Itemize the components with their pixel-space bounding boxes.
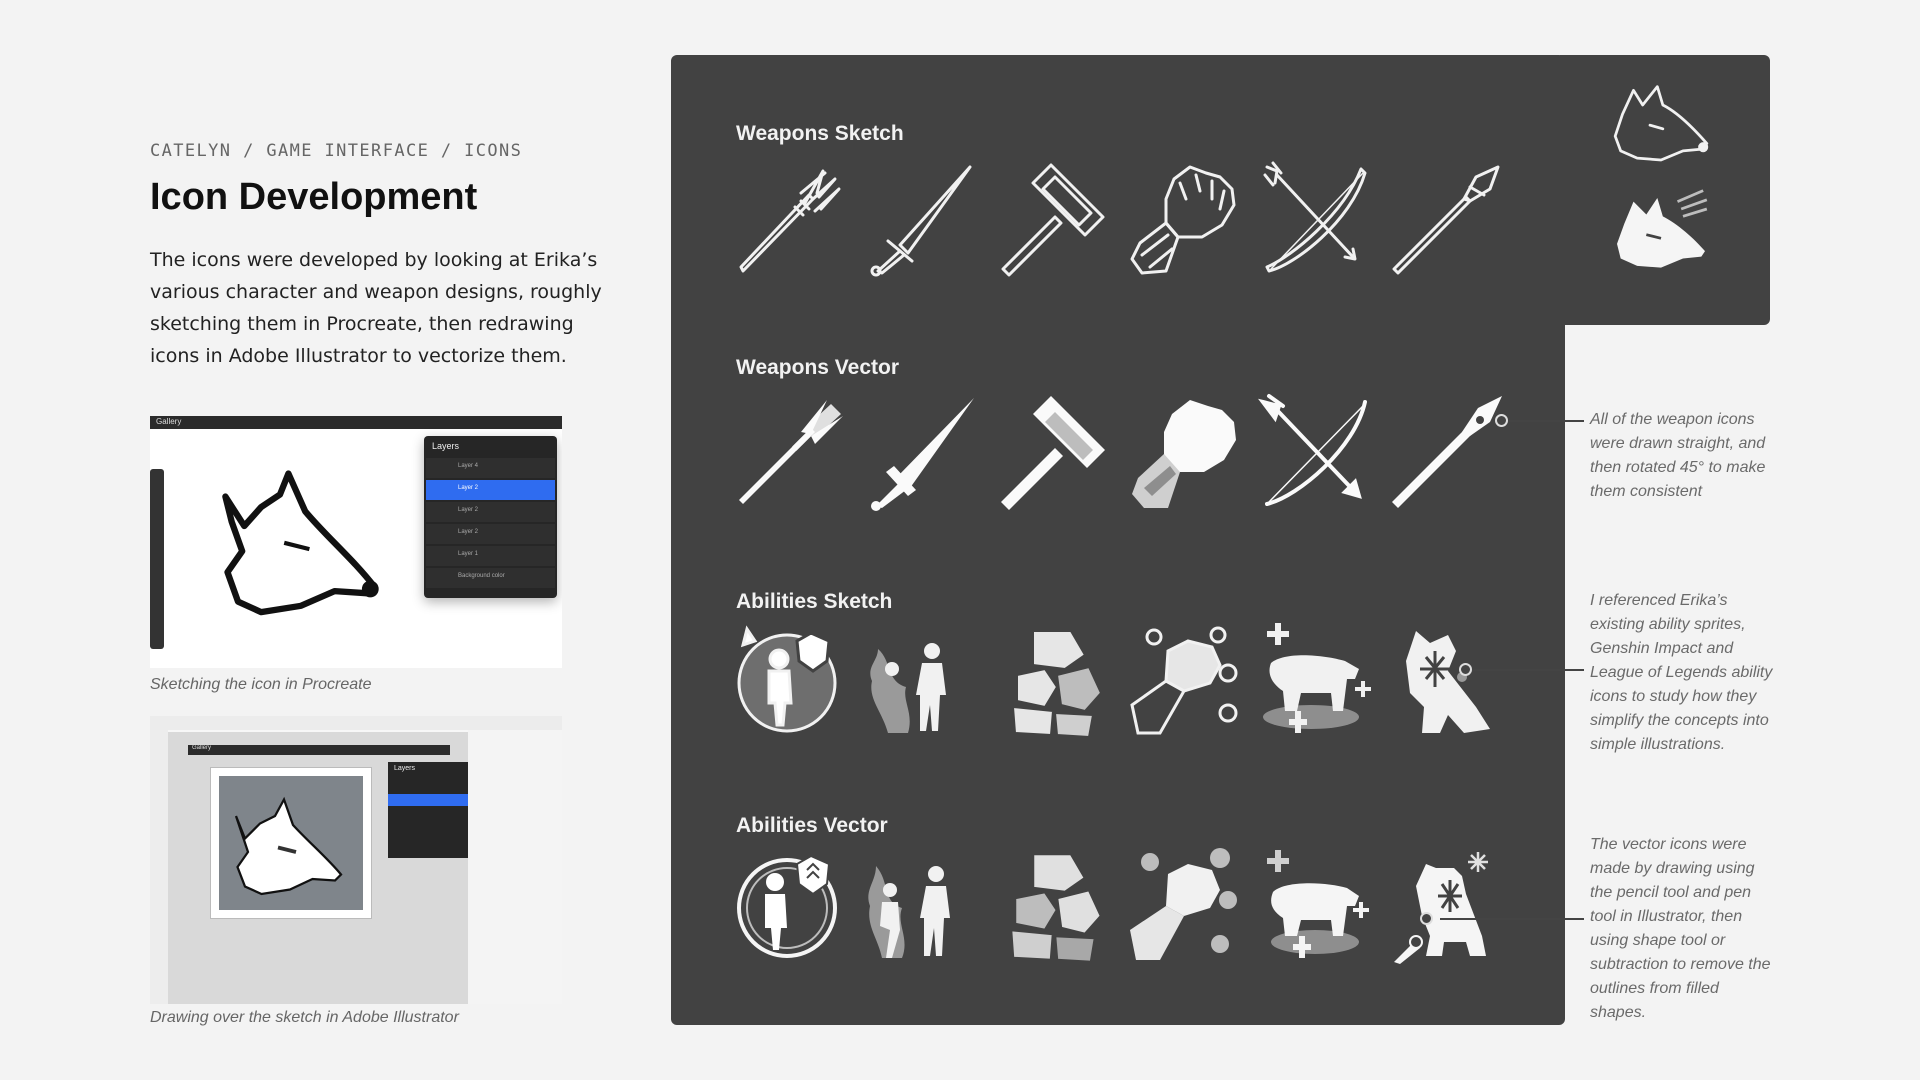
rock-wall-sketch-icon	[993, 621, 1113, 741]
bear-frost-icon	[1386, 846, 1506, 966]
note-weapons-rotation: All of the weapon icons were drawn straight, and then rotated 45° to make them consistent	[1590, 411, 1766, 500]
wolf-vector-drawing	[215, 786, 365, 906]
illustrator-layers-panel	[468, 730, 562, 1004]
artboard	[210, 767, 372, 919]
layers-panel	[424, 436, 557, 598]
shield-person-sketch-icon	[731, 621, 851, 741]
trident-sketch-icon	[731, 159, 851, 279]
fire-clone-sketch-icon	[862, 621, 982, 741]
callout-line-3	[1440, 918, 1584, 920]
wolf-head-claw-icon	[1606, 187, 1716, 297]
gallery-label: Gallery	[156, 417, 182, 426]
selected-layer-row[interactable]	[388, 794, 468, 806]
illustrator-topbar	[150, 716, 562, 730]
callout-line-2	[1464, 669, 1584, 671]
fire-clone-icon	[862, 846, 982, 966]
illustrator-caption: Drawing over the sketch in Adobe Illustrator	[150, 1009, 459, 1026]
callout-line-1	[1500, 420, 1584, 422]
callout-dot-3	[1420, 912, 1433, 925]
row-title-abilities-vector: Abilities Vector	[736, 814, 888, 837]
weapons-sketch-row	[731, 159, 1506, 279]
bear-heal-icon	[1255, 846, 1375, 966]
bow-icon	[1255, 392, 1375, 512]
wolf-head-sketch-icon	[1606, 83, 1716, 193]
layer-row-1[interactable]: Layer 4	[426, 458, 555, 478]
row-title-weapons-vector: Weapons Vector	[736, 356, 899, 379]
icon-panel-extension	[1560, 55, 1770, 325]
hammer-icon	[993, 392, 1113, 512]
inner-procreate-bar: Gallery	[188, 745, 450, 755]
layer-row-background[interactable]: Background color	[426, 568, 555, 588]
page-title: Icon Development	[150, 176, 478, 218]
werewolf-frost-sketch-icon	[1386, 621, 1506, 741]
spear-icon	[1386, 392, 1506, 512]
callout-dot-2	[1459, 663, 1472, 676]
callout-dot-1	[1495, 414, 1508, 427]
hammer-sketch-icon	[993, 159, 1113, 279]
bear-heal-sketch-icon	[1255, 621, 1375, 741]
breadcrumb: CATELYN / GAME INTERFACE / ICONS	[150, 141, 523, 161]
layer-row-2[interactable]: Layer 2	[426, 480, 555, 500]
layer-row-4[interactable]: Layer 2	[426, 524, 555, 544]
fist-strike-sketch-icon	[1124, 621, 1244, 741]
abilities-vector-row	[731, 846, 1506, 966]
weapons-vector-row	[731, 392, 1506, 512]
layer-row-5[interactable]: Layer 1	[426, 546, 555, 566]
procreate-caption: Sketching the icon in Procreate	[150, 676, 372, 693]
layer-row-3[interactable]: Layer 2	[426, 502, 555, 522]
illustrator-toolbar	[150, 730, 168, 1004]
fist-strike-icon	[1124, 846, 1244, 966]
procreate-toolbar	[150, 416, 562, 429]
trident-icon	[731, 392, 851, 512]
intro-paragraph: The icons were developed by looking at Erika’s various character and weapon designs, roughly sketching them in Procreate, then redrawing icons in Adobe Illustrator to vectorize them.	[150, 249, 602, 367]
gauntlet-sketch-icon	[1124, 159, 1244, 279]
procreate-screenshot	[150, 416, 562, 668]
note-vector-process: The vector icons were made by drawing using the pencil tool and pen tool in Illustrator, then using shape tool or subtraction to remove the outlines from filled shapes.	[1590, 836, 1771, 1021]
illustrator-canvas	[168, 732, 468, 1004]
abilities-sketch-row	[731, 621, 1506, 741]
shield-person-icon	[731, 846, 851, 966]
procreate-sidebar	[150, 469, 164, 649]
gauntlet-icon	[1124, 392, 1244, 512]
sword-sketch-icon	[862, 159, 982, 279]
row-title-weapons-sketch: Weapons Sketch	[736, 122, 904, 145]
wolf-sketch-drawing	[196, 462, 406, 632]
spear-sketch-icon	[1386, 159, 1506, 279]
sword-icon	[862, 392, 982, 512]
rock-wall-icon	[993, 846, 1113, 966]
note-ability-references: I referenced Erika’s existing ability sprites, Genshin Impact and League of Legends ability icons to study how they simplify the concepts into simple illustrations.	[1590, 592, 1773, 753]
layers-title: Layers	[432, 441, 460, 451]
row-title-abilities-sketch: Abilities Sketch	[736, 590, 893, 613]
illustrator-screenshot	[150, 716, 562, 1004]
bow-sketch-icon	[1255, 159, 1375, 279]
illustrator-layers-overlay: Layers	[388, 762, 468, 858]
